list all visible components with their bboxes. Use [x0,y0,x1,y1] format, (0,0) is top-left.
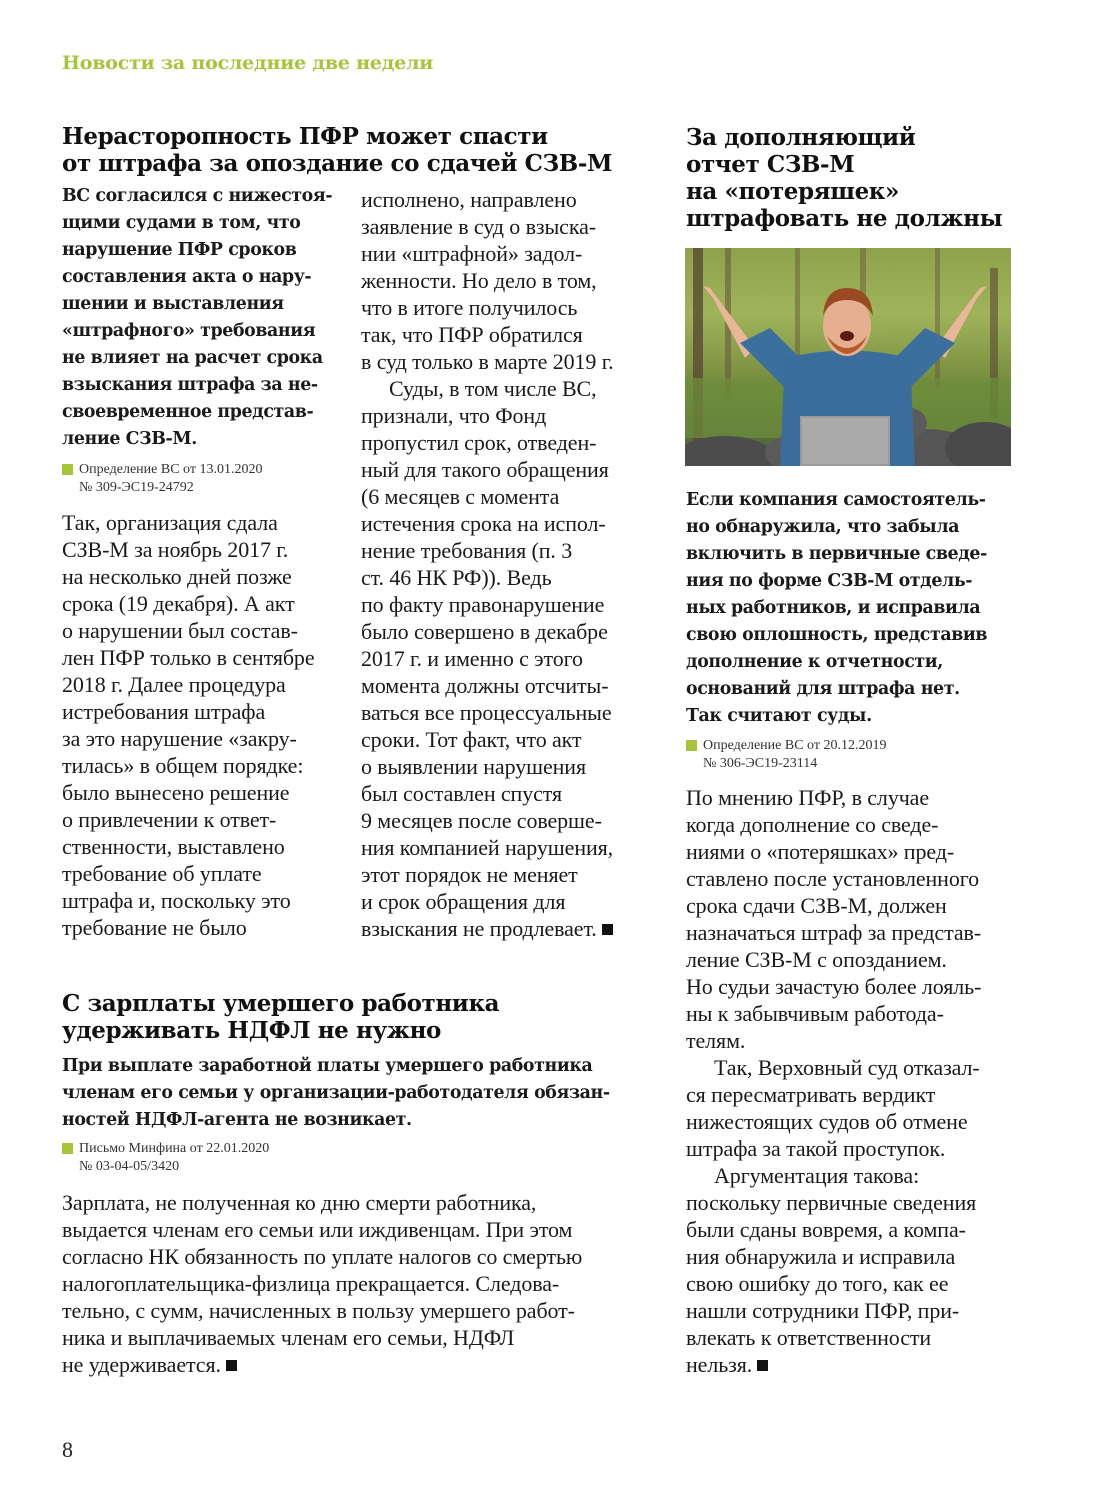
lead-line: включить в первичные сведе- [686,544,987,564]
body-line: требование не было [62,915,247,940]
body-line: поскольку первичные сведения [686,1190,977,1215]
lead-line: ВС согласился с нижестоя- [62,186,333,206]
body-line: штрафа за такой проступок. [686,1136,946,1161]
body-line-last [361,915,641,942]
body-line: по факту правонарушение [361,592,605,617]
body-line: 9 месяцев после соверше- [361,808,602,833]
body-line: назначаться штраф за представ- [686,920,982,945]
lead-line: свою оплошность, представив [686,625,988,645]
body-line: сроки. Тот факт, что акт [361,727,582,752]
photo-icon [685,248,1011,466]
body-line: ставлено после установленного [686,866,980,891]
body-line-text: не удерживается. [62,1352,221,1377]
body-line: было совершено в декабре [361,619,608,644]
page-number: 8 [62,1437,73,1462]
section-header: Новости за последние две недели [62,52,434,74]
body-line: тельно, с сумм, начисленных в пользу умершего работ- [62,1298,575,1323]
body-line: выдается членам его семьи или иждивенцам. При этом [62,1217,573,1242]
body-line: нашли сотрудники ПФР, при- [686,1298,960,1323]
green-square-bullet-icon [686,740,697,751]
body-line: Но судьи зачастую более лояль- [686,974,982,999]
body-line: По мнению ПФР, в случае [686,785,930,810]
lead-line: Так считают суды. [686,706,872,726]
body-line: Так, организация сдала [62,510,278,535]
article-title [62,990,642,1044]
body-line: исполнено, направлено [361,187,577,212]
green-square-bullet-icon [62,464,73,475]
article-body [62,509,347,941]
body-line: нии «штрафной» задол- [361,241,583,266]
body-line: срока сдачи СЗВ-М, должен [686,893,947,918]
body-line: истребования штрафа [62,699,266,724]
source-line: № 306-ЭС19-23114 [703,756,818,771]
body-line: нение требования (п. 3 [361,538,573,563]
article-title [686,124,1026,232]
body-line: согласно НК обязанность по уплате налогов со смертью [62,1244,583,1269]
body-line: влекать к ответственности [686,1325,932,1350]
body-line: женности. Но дело в том, [361,268,597,293]
body-line: за это нарушение «закру- [62,726,297,751]
body-line: ся пересматривать вердикт [686,1082,936,1107]
body-line: требование об уплате [62,861,262,886]
lead-line: дополнение к отчетности, [686,652,943,672]
title-line: С зарплаты умершего работника [62,990,500,1017]
title-line: За дополняющий [686,124,916,151]
body-line: тилась» в общем порядке: [62,753,304,778]
lead-line: Если компания самостоятель- [686,490,986,510]
body-line: лен ПФР только в сентябре [62,645,315,670]
body-line: Суды, в том числе ВС, [389,376,597,401]
body-line: Аргументация такова: [714,1163,920,1188]
source-reference [62,461,347,497]
lead-line: оснований для штрафа нет. [686,679,960,699]
body-line: что в итоге получилось [361,295,578,320]
source-line: № 309-ЭС19-24792 [79,480,194,495]
body-line: нижестоящих судов об отмене [686,1109,968,1134]
body-line: Так, Верховный суд отказал- [714,1055,980,1080]
lead-line: шении и выставления [62,294,284,314]
body-line: Зарплата, не полученная ко дню смерти работника, [62,1190,537,1215]
body-line-text: нельзя. [686,1352,753,1377]
body-line: свою ошибку до того, как ее [686,1271,949,1296]
body-line: когда дополнение со сведе- [686,812,939,837]
body-line: было вынесено решение [62,780,290,805]
end-of-article-mark-icon [757,1360,768,1371]
lead-line: ния по форме СЗВ-М отдель- [686,571,973,591]
lead-line: нарушение ПФР сроков [62,240,297,260]
lead-line: ностей НДФЛ-агента не возникает. [62,1110,412,1130]
article-lead [62,183,347,453]
body-line-last [62,1351,642,1378]
lead-line: При выплате заработной платы умершего работника [62,1056,593,1076]
article-title [62,123,642,177]
lead-line: не влияет на расчет срока [62,348,323,368]
lead-line: щими судами в том, что [62,213,301,233]
body-line: так, что ПФР обратился [361,322,583,347]
body-line: ны к забывчивым работода- [686,1001,944,1026]
title-line: от штрафа за опоздание со сдачей СЗВ-М [62,150,613,177]
lead-line: ление СЗВ-М. [62,429,197,449]
source-reference [686,737,1016,773]
body-line: на несколько дней позже [62,564,292,589]
title-line: Нерасторопность ПФР может спасти [62,123,548,150]
body-line: пропустил срок, отведен- [361,430,597,455]
source-reference [62,1140,462,1176]
title-line: удерживать НДФЛ не нужно [62,1017,441,1044]
body-line: был составлен спустя [361,781,563,806]
source-line: Определение ВС от 13.01.2020 [79,462,263,477]
body-line: этот порядок не меняет [361,862,578,887]
body-line: срока (19 декабря). А акт [62,591,295,616]
body-line: телям. [686,1028,746,1053]
body-line: момента должны отсчиты- [361,673,609,698]
body-line: о привлечении к ответ- [62,807,277,832]
body-line: налогоплательщика-физлица прекращается. Следова- [62,1271,560,1296]
body-line: (6 месяцев с момента [361,484,560,509]
body-line: и срок обращения для [361,889,566,914]
body-line: ственности, выставлено [62,834,285,859]
article-column-1 [62,183,347,941]
body-line: ст. 46 НК РФ)). Ведь [361,565,552,590]
title-line: штрафовать не должны [686,205,1003,232]
source-line: Письмо Минфина от 22.01.2020 [79,1141,270,1156]
body-line: о выявлении нарушения [361,754,586,779]
body-line-last [686,1351,1026,1378]
body-line: ния обнаружила и исправила [686,1244,956,1269]
title-line: отчет СЗВ-М [686,151,855,178]
body-line: в суд только в марте 2019 г. [361,349,614,374]
body-line: 2018 г. Далее процедура [62,672,286,697]
source-line: № 03-04-05/3420 [79,1159,180,1174]
article-lead [62,1053,642,1134]
body-line: ный для такого обращения [361,457,609,482]
lead-line: своевременное представ- [62,402,314,422]
body-line: ниями о «потеряшках» пред- [686,839,955,864]
lead-line: «штрафного» требования [62,321,316,341]
body-line: заявление в суд о взыска- [361,214,596,239]
article-body [62,1189,642,1378]
body-line: СЗВ-М за ноябрь 2017 г. [62,537,289,562]
body-line: истечения срока на испол- [361,511,606,536]
body-line-text: взыскания не продлевает. [361,916,597,941]
lead-line: составления акта о нару- [62,267,312,287]
end-of-article-mark-icon [602,924,613,935]
source-line: Определение ВС от 20.12.2019 [703,738,887,753]
lead-line: но обнаружила, что забыла [686,517,960,537]
article-body [686,784,1026,1378]
lead-line: ных работников, и исправила [686,598,981,618]
body-line: ния компанией нарушения, [361,835,614,860]
body-line: ника и выплачиваемых членам его семьи, НДФЛ [62,1325,515,1350]
body-line: ваться все процессуальные [361,700,612,725]
end-of-article-mark-icon [226,1360,237,1371]
body-line: ление СЗВ-М с опозданием. [686,947,947,972]
title-line: на «потеряшек» [686,178,899,205]
article-lead [686,487,1026,730]
body-line: признали, что Фонд [361,403,547,428]
article-column-2 [361,186,641,942]
lead-line: взыскания штрафа за не- [62,375,318,395]
body-line: были сданы вовремя, а компа- [686,1217,966,1242]
article-photo [685,248,1011,466]
green-square-bullet-icon [62,1143,73,1154]
body-line: 2017 г. и именно с этого [361,646,583,671]
body-line: о нарушении был состав- [62,618,298,643]
lead-line: членам его семьи у организации-работодателя обязан- [62,1083,610,1103]
body-line: штрафа и, поскольку это [62,888,291,913]
